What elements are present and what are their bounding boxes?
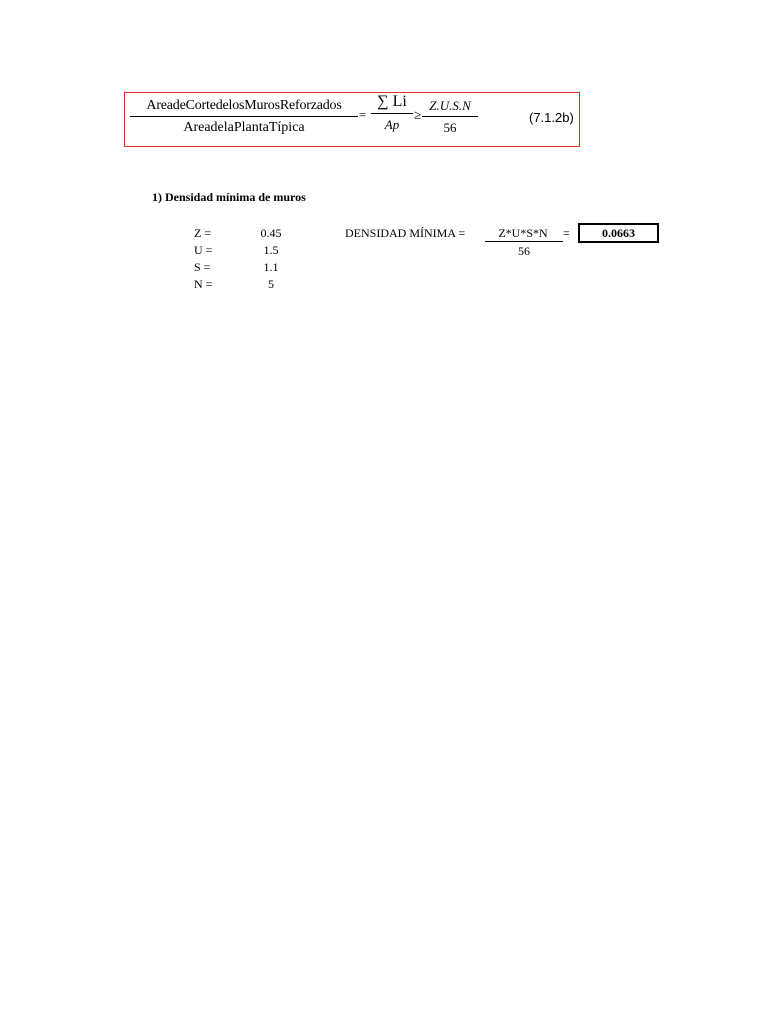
main-denominator: AreadelaPlantaTípica [183, 120, 305, 135]
variable-value-n: 5 [268, 277, 274, 291]
variable-value-z: 0.45 [260, 226, 282, 240]
density-fraction-bar [485, 241, 563, 242]
sum-denominator: Ap [384, 117, 400, 132]
section-title: 1) Densidad mínima de muros [152, 190, 306, 204]
variable-value-s: 1.1 [263, 260, 279, 274]
main-fraction [130, 98, 358, 136]
variable-label-u: U = [194, 243, 213, 257]
density-denominator: 56 [518, 244, 530, 258]
geq-sign: ≥ [414, 107, 422, 122]
variable-value-u: 1.5 [263, 243, 279, 257]
sum-fraction [371, 93, 413, 133]
zusn-fraction [422, 98, 478, 136]
zusn-denominator: 56 [443, 120, 457, 135]
variable-label-z: Z = [194, 226, 212, 240]
variable-label-n: N = [194, 277, 213, 291]
equals-sign: = [359, 107, 367, 122]
density-result: 0.0663 [578, 223, 659, 243]
density-equals-sign: = [563, 226, 570, 240]
zusn-numerator: Z.U.S.N [429, 98, 471, 113]
fraction-bar [130, 116, 358, 117]
density-numerator: Z*U*S*N [498, 226, 548, 240]
equation-number: (7.1.2b) [529, 110, 574, 125]
formula-box [124, 92, 580, 147]
fraction-bar [422, 116, 478, 117]
main-numerator: AreadeCortedelosMurosReforzados [146, 98, 342, 113]
sum-numerator: ∑ Li [377, 93, 407, 110]
variable-label-s: S = [194, 260, 211, 274]
density-label: DENSIDAD MÍNIMA = [345, 226, 466, 240]
fraction-bar [371, 113, 413, 114]
